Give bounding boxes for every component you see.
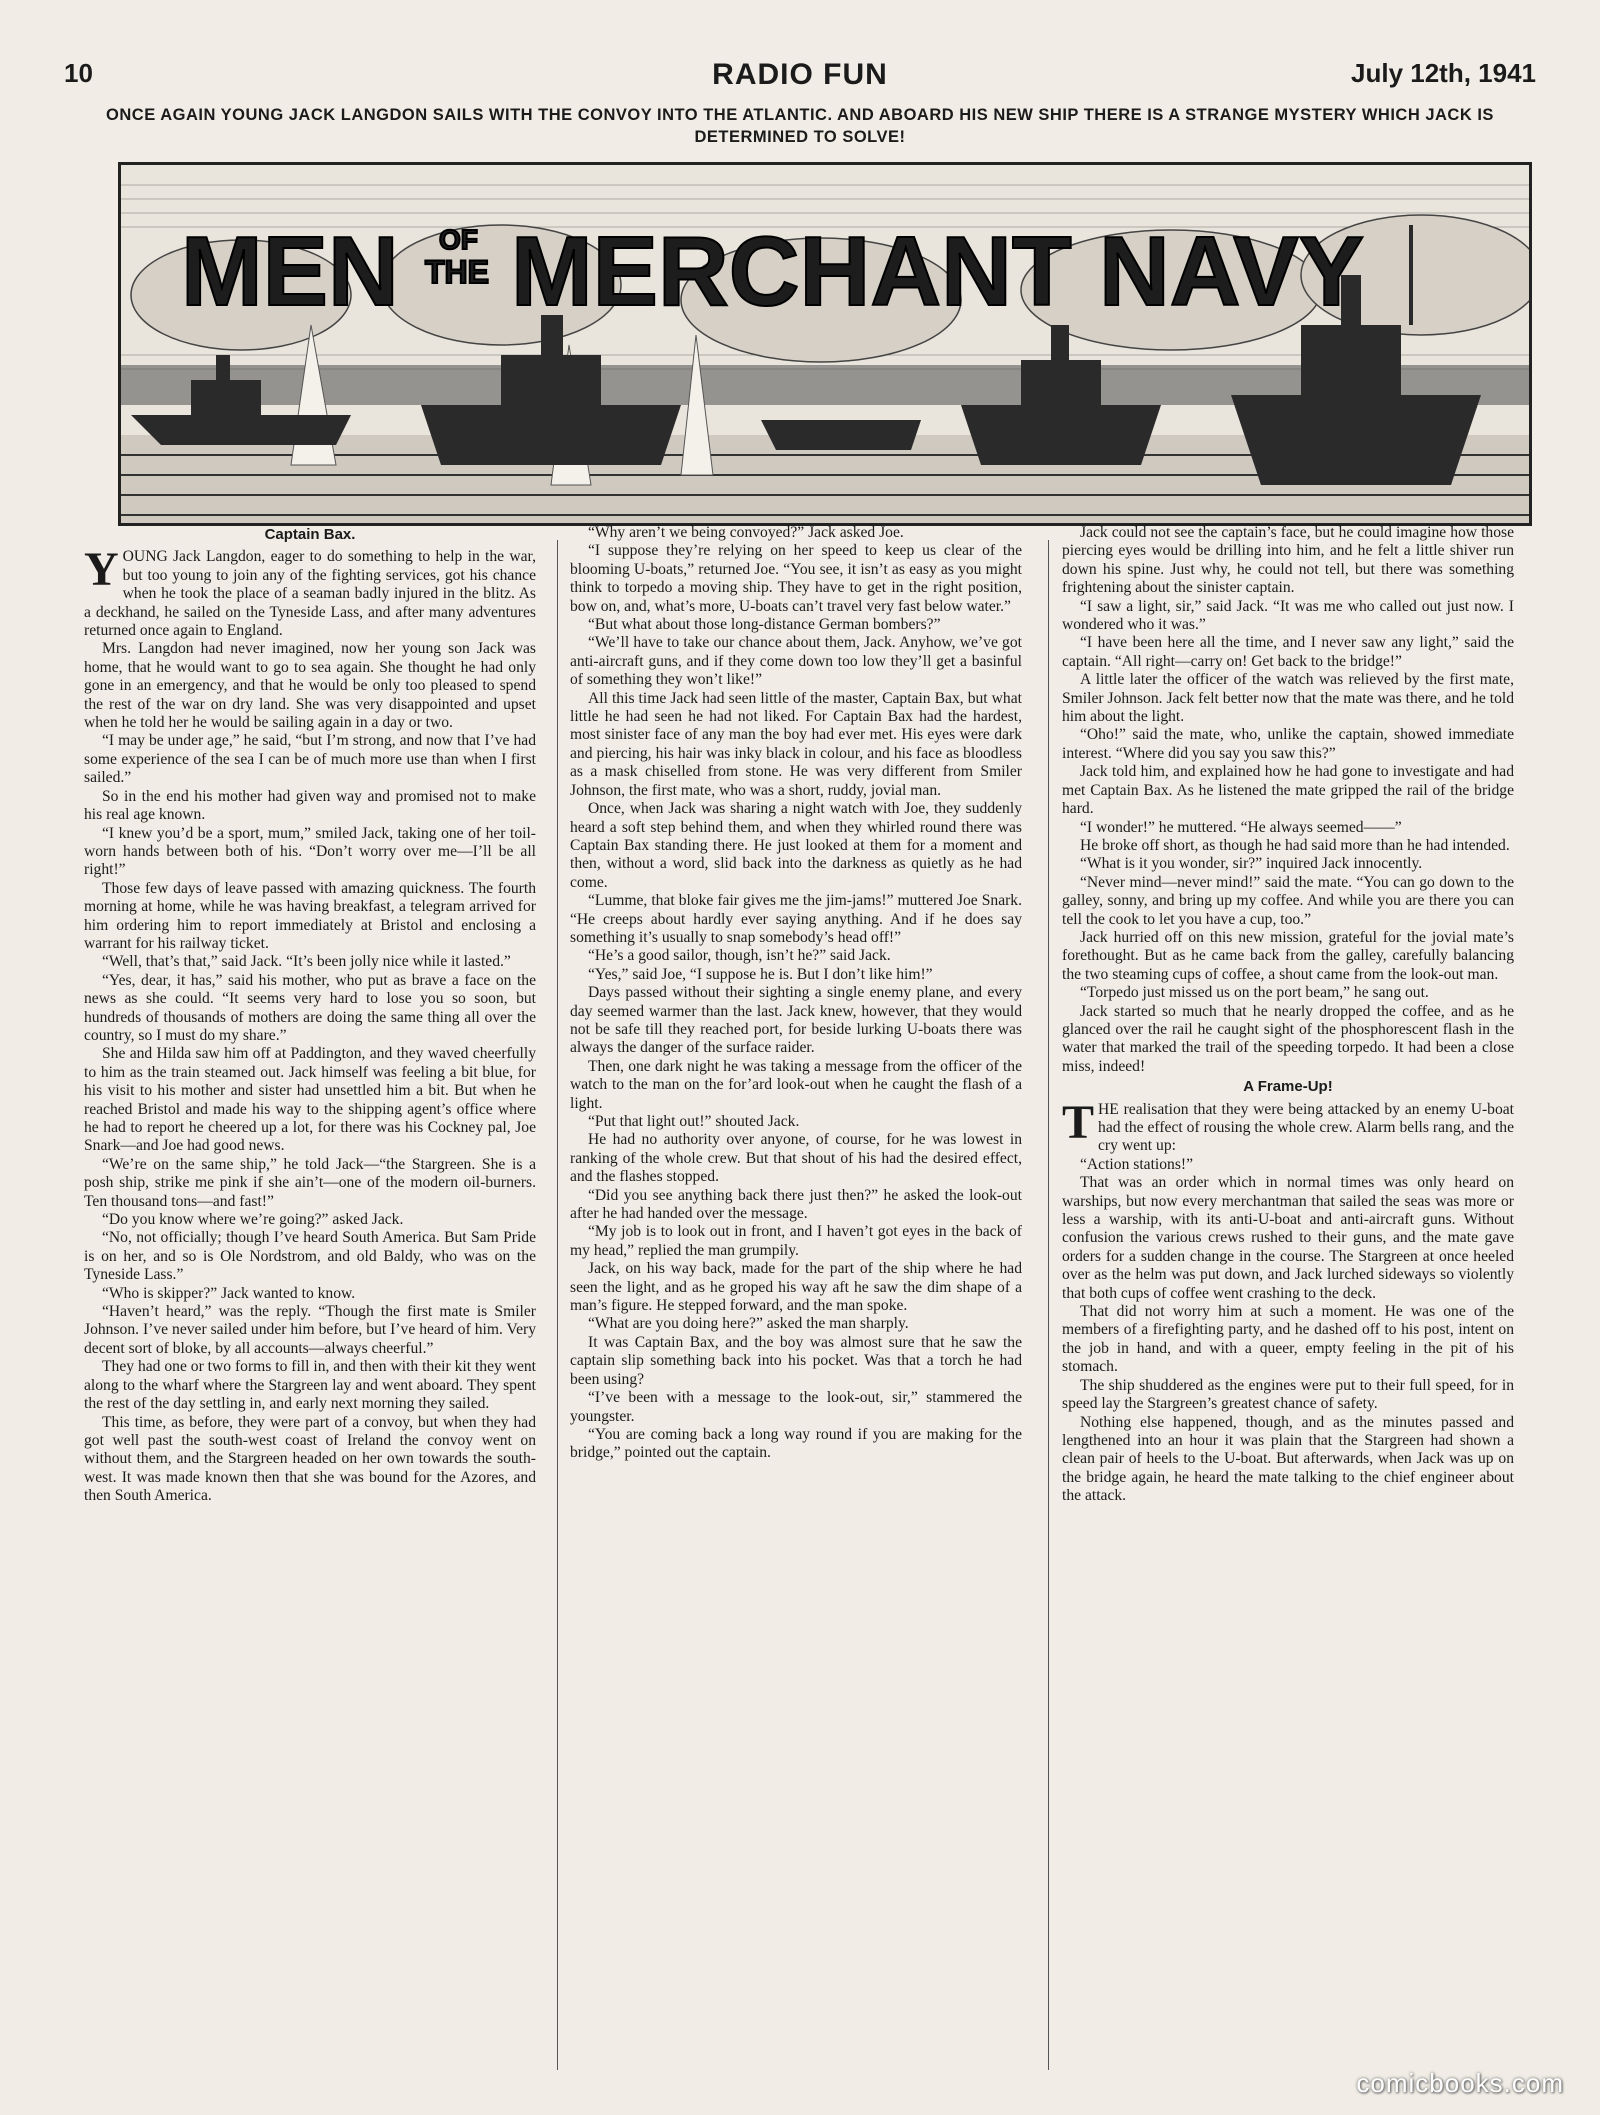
story-paragraph: All this time Jack had seen little of the master, Captain Bax, but what little he had seen he had not liked. For Captain Bax had the hardest, most sinister face of any man the boy had ever met. His eyes were dark and piercing, his hair was inky black in colour, and his face as bloodless as a mask chiselled from stone. He was very different from Smiler Johnson, the first mate, who was a short, ruddy, jovial man. — [570, 689, 1022, 799]
drop-cap: T — [1062, 1095, 1095, 1149]
story-paragraph: Once, when Jack was sharing a night watch with Joe, they suddenly heard a soft step behind them, and when they whirled round there was Captain Bax standing there. He just looked at them for a moment and then, without a word, slid back into the darkness as quietly as he had come. — [570, 800, 1022, 891]
title-men: MEN — [181, 216, 399, 326]
story-paragraph: “Never mind—never mind!” said the mate. “You can go down to the galley, sonny, and bring up my coffee. And while you are there you can tell the cook to let you have a cup, too.” — [1062, 873, 1514, 928]
story-blurb: ONCE AGAIN YOUNG JACK LANGDON SAILS WITH THE CONVOY INTO THE ATLANTIC. AND ABOARD HIS NEW SHIP THERE IS A STRANGE MYSTERY WHICH JACK IS DETERMINED TO SOLVE! — [106, 106, 1494, 146]
story-paragraph: That did not worry him at such a moment. He was one of the members of a firefighting party, and he dashed off to his post, intent on the job in hand, and with a queer, empty feeling in the pit of his stomach. — [1062, 1303, 1514, 1376]
column-rule — [1048, 540, 1049, 2070]
story-paragraph: “Yes, dear, it has,” said his mother, who put as brave a face on the news as she could. “It seems very hard to lose you so soon, but hundreds of thousands of mothers are doing the same thing all over the country, so I must do my share.” — [84, 971, 536, 1044]
story-paragraph: It was Captain Bax, and the boy was almost sure that he saw the captain slip something back into his pocket. Was that a torch he had been using? — [570, 1333, 1022, 1388]
section-heading: Captain Bax. — [264, 526, 356, 543]
story-paragraph: They had one or two forms to fill in, and then with their kit they went along to the wharf where the Stargreen lay and went aboard. They spent the rest of the day settling in, and early next morning they sailed. — [84, 1358, 536, 1413]
story-paragraph: This time, as before, they were part of a convoy, but when they had got well past the south-west coast of Ireland the convoy went on without them, and the Stargreen headed on her own towards the south-west. It was made known then that she was bound for the Azores, and then South America. — [84, 1413, 536, 1505]
story-paragraph: “But what about those long-distance German bombers?” — [588, 616, 941, 634]
story-paragraph: “I have been here all the time, and I never saw any light,” said the captain. “All right—carry on! Get back to the bridge!” — [1062, 634, 1514, 670]
story-paragraph: Jack told him, and explained how he had gone to investigate and had met Captain Bax. As he listened the mate gripped the rail of the bridge hard. — [1062, 763, 1514, 818]
story-paragraph: That was an order which in normal times was only heard on warships, but now every merchantman that sailed the seas was more or less a warship, with its anti-U-boat and anti-aircraft guns. Without confusion the various crews rushed to their guns, and the mate gave orders for a sudden change in the course. The Stargreen at once heeled over as the helm was put down, and Jack lurched sideways so violently that both cups of coffee went crashing to the deck. — [1062, 1174, 1514, 1302]
story-column-1 — [84, 524, 536, 2079]
title-banner-illustration — [118, 162, 1532, 526]
story-paragraph: So in the end his mother had given way and promised not to make his real age known. — [84, 787, 536, 824]
story-paragraph: “Torpedo just missed us on the port beam,” he sang out. — [1080, 984, 1429, 1002]
story-paragraph: “Haven’t heard,” was the reply. “Though the first mate is Smiler Johnson. I’ve never sailed under him before, but I’ve heard of him. Very decent sort of bloke, by all accounts—always cheerful.” — [84, 1303, 536, 1357]
story-paragraph: “Lumme, that bloke fair gives me the jim-jams!” muttered Joe Snark. “He creeps about hardly ever saying anything. And if he does say something it’s usually to snap somebody’s head off!” — [570, 892, 1022, 946]
story-paragraph: “Well, that’s that,” said Jack. “It’s been jolly nice while it lasted.” — [102, 953, 511, 971]
story-paragraph: “Do you know where we’re going?” asked Jack. — [102, 1211, 404, 1229]
story-paragraph: “No, not officially; though I’ve heard South America. But Sam Pride is on her, and so is Ole Nordstrom, and old Baldy, who was on the Tyneside Lass.” — [84, 1229, 536, 1284]
story-paragraph: “Oho!” said the mate, who, unlike the captain, showed immediate interest. “Where did you say you saw this?” — [1062, 726, 1514, 762]
story-paragraph: “We’ll have to take our chance about them, Jack. Anyhow, we’ve got anti-aircraft guns, and if they come down too low they’ll get a basinful of something they won’t like!” — [570, 634, 1022, 689]
story-paragraph: “I wonder!” he muttered. “He always seemed——” — [1080, 818, 1402, 836]
story-paragraph: He broke off short, as though he had said more than he had intended. — [1080, 836, 1510, 854]
story-paragraph: “He’s a good sailor, though, isn’t he?” said Jack. — [588, 947, 891, 965]
story-paragraph: “Why aren’t we being convoyed?” Jack asked Joe. — [588, 524, 904, 541]
section-heading: A Frame-Up! — [1243, 1078, 1333, 1096]
story-paragraph: Nothing else happened, though, and as the minutes passed and lengthened into an hour it was plain that the Stargreen had shown a clean pair of heels to the U-boat. But afterwards, when Jack was up on the bridge again, he heard the mate talking to the chief engineer about the attack. — [1062, 1413, 1514, 1505]
story-paragraph: “You are coming back a long way round if you are making for the bridge,” pointed out the captain. — [570, 1425, 1022, 1462]
story-paragraph: Jack hurried off on this new mission, grateful for the jovial mate’s forethought. But as he came back from the galley, carefully balancing the two steaming cups of coffee, a shout came from the look-out man. — [1062, 928, 1514, 983]
story-paragraph: “Who is skipper?” Jack wanted to know. — [102, 1284, 356, 1302]
story-paragraph: “I suppose they’re relying on her speed to keep us clear of the blooming U-boats,” returned Joe. “You see, it isn’t as easy as you might think to torpedo a moving ship. They have to get in the right position, bow on, and, what’s more, U-boats can’t travel very fast below water.” — [570, 542, 1022, 615]
story-paragraph: “I’ve been with a message to the look-out, sir,” stammered the youngster. — [570, 1389, 1022, 1425]
story-paragraph: Mrs. Langdon had never imagined, now her young son Jack was home, that he would want to go to sea again. She thought he had only gone in an emergency, and that he would be only too pleased to spend the rest of the war on dry land. She was very disappointed and upset when he told her he would be sailing again in a day or two. — [84, 640, 536, 732]
story-paragraph: Jack, on his way back, made for the part of the ship where he had seen the light, and as he groped his way aft he saw the dim shape of a man’s figure. He stepped forward, and the man spoke. — [570, 1260, 1022, 1315]
story-paragraph: “What are you doing here?” asked the man sharply. — [588, 1315, 909, 1333]
story-paragraph: She and Hilda saw him off at Paddington, and they waved cheerfully to him as the train steamed out. Jack himself was feeling a bit blue, for his visit to his mother and sister had unsettled him a bit. But when he reached Bristol and made his way to the shipping agent’s office where he had to report he cheered up a lot, for there was his Cockney pal, Joe Snark—and Joe had good news. — [84, 1045, 536, 1155]
page-number: 10 — [64, 58, 93, 88]
story-paragraph: “My job is to look out in front, and I haven’t got eyes in the back of my head,” replied the man grumpily. — [570, 1223, 1022, 1259]
story-paragraph: “We’re on the same ship,” he told Jack—“the Stargreen. She is a posh ship, strike me pink if she ain’t—one of the modern oil-burners. Ten thousand tons—and fast!” — [84, 1155, 536, 1210]
title-of: OF — [439, 224, 478, 255]
magazine-title: RADIO FUN — [712, 58, 888, 91]
story-paragraph: YOUNG Jack Langdon, eager to do something to help in the war, but too young to join any of the fighting services, got his chance when he took the place of a seaman badly injured in the blitz. As a deckhand, he sailed on the Tyneside Lass, and after many adventures returned once again to England. — [84, 543, 536, 640]
story-paragraph: “Action stations!” — [1080, 1155, 1194, 1173]
story-paragraph: “I may be under age,” he said, “but I’m strong, and now that I’ve had some experience of the sea I can be of much more use than when I first sailed.” — [84, 732, 536, 787]
story-paragraph: “Did you see anything back there just then?” he asked the look-out after he had handed over the message. — [570, 1186, 1022, 1223]
page-header — [64, 58, 1536, 98]
title-the: THE — [425, 254, 489, 290]
story-paragraph: “I knew you’d be a sport, mum,” smiled Jack, taking one of her toil-worn hands between both of his. “Don’t worry over me—I’ll be all right!” — [84, 824, 536, 879]
story-paragraph: Jack could not see the captain’s face, but he could imagine how those piercing eyes would be drilling into him, and he felt a little shiver run down his spine. Just why, he could not tell, but there was something frightening about the sinister captain. — [1062, 524, 1514, 597]
story-paragraph: Then, one dark night he was taking a message from the officer of the watch to the man on the for’ard look-out when he caught the flash of a light. — [570, 1057, 1022, 1112]
story-paragraph: A little later the officer of the watch was relieved by the first mate, Smiler Johnson. Jack felt better now that the mate was there, and he told him about the light. — [1062, 671, 1514, 726]
convoy-illustration — [121, 165, 1529, 523]
story-column-2 — [570, 524, 1022, 2079]
story-paragraph: He had no authority over anyone, of course, for he was lowest in ranking of the whole crew. But that shout of his had the desired effect, and the flashes stopped. — [570, 1131, 1022, 1186]
column-rule — [557, 540, 558, 2070]
story-paragraph: Those few days of leave passed with amazing quickness. The fourth morning at home, while he was having breakfast, a telegram arrived for him ordering him to report immediately at Bristol and enclosing a warrant for his railway ticket. — [84, 879, 536, 952]
story-paragraph: “Yes,” said Joe, “I suppose he is. But I don’t like him!” — [588, 965, 933, 983]
drop-cap: Y — [84, 543, 119, 597]
story-paragraph: The ship shuddered as the engines were put to their full speed, for in speed lay the Stargreen’s greatest chance of safety. — [1062, 1376, 1514, 1413]
story-paragraph: “Put that light out!” shouted Jack. — [588, 1113, 800, 1130]
story-paragraph: “I saw a light, sir,” said Jack. “It was me who called out just now. I wondered who it was.” — [1062, 597, 1514, 634]
issue-date: July 12th, 1941 — [1351, 58, 1536, 88]
story-column-3 — [1062, 524, 1514, 2079]
story-paragraph: THE realisation that they were being attacked by an enemy U-boat had the effect of rousing the whole crew. Alarm bells rang, and the cry went up: — [1062, 1095, 1514, 1155]
story-paragraph: “What is it you wonder, sir?” inquired Jack innocently. — [1080, 855, 1423, 873]
story-paragraph: Days passed without their sighting a single enemy plane, and every day seemed warmer than the last. Jack knew, however, that they would not be safe till they reached port, for beside lurking U-boats there was always the danger of the surface raider. — [570, 984, 1022, 1057]
story-paragraph: Jack started so much that he nearly dropped the coffee, and as he glanced over the rail he caught sight of the phosphorescent flash in the water that marked the trail of the speeding torpedo. It had been a close miss, indeed! — [1062, 1002, 1514, 1075]
watermark: comicbooks.com — [1356, 2068, 1564, 2098]
title-merchant-navy: MERCHANT NAVY — [511, 216, 1364, 326]
